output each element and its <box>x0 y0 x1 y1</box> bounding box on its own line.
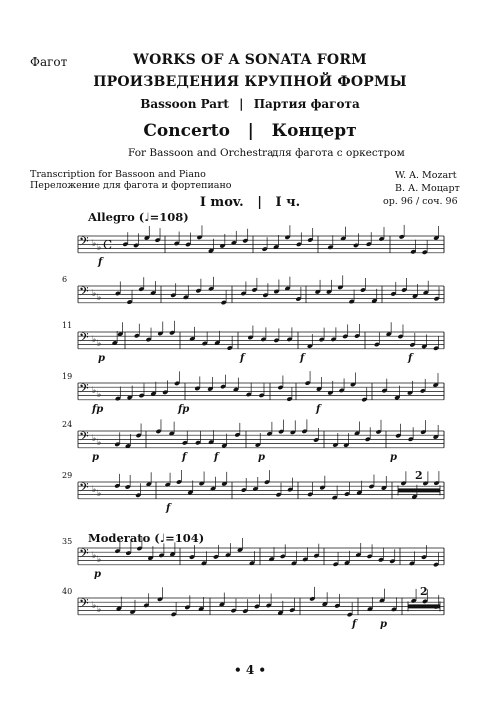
key-flat: ♭ <box>97 438 102 448</box>
piece-subtitle-en: For Bassoon and Orchestra <box>128 147 274 159</box>
piece-title: Concerto | Концерт <box>143 121 357 141</box>
dynamic-marking: f <box>408 352 413 364</box>
dynamic-marking: f <box>300 352 305 364</box>
dynamic-marking: fp <box>178 403 190 415</box>
part-heading-sep: | <box>239 97 244 111</box>
dynamic-marking: p <box>258 451 265 463</box>
multi-measure-rest-count: 2 <box>420 585 428 598</box>
measure-number: 11 <box>62 321 73 330</box>
part-heading-en: Bassoon Part <box>140 97 229 111</box>
key-flat: ♭ <box>92 434 97 444</box>
dynamic-marking: f <box>166 502 171 514</box>
dynamic-marking: f <box>352 618 357 630</box>
key-flat: ♭ <box>92 601 97 611</box>
key-flat: ♭ <box>97 390 102 400</box>
piece-subtitle-ru: для фагота с оркестром <box>272 147 405 159</box>
dynamic-marking: f <box>240 352 245 364</box>
key-flat: ♭ <box>92 386 97 396</box>
dynamic-marking: p <box>98 352 105 364</box>
composer-en: W. A. Mozart <box>395 170 457 181</box>
key-flat: ♭ <box>92 551 97 561</box>
dynamic-marking: f <box>214 451 219 463</box>
key-flat: ♭ <box>97 339 102 349</box>
bass-clef: 𝄢 <box>79 284 89 302</box>
bass-clef: 𝄢 <box>79 330 89 348</box>
collection-title-ru: ПРОИЗВЕДЕНИЯ КРУПНОЙ ФОРМЫ <box>93 74 407 90</box>
dynamic-marking: f <box>98 256 103 268</box>
time-signature: C <box>103 238 113 252</box>
bass-clef: 𝄢 <box>79 596 89 614</box>
measure-number: 40 <box>62 587 73 596</box>
key-flat: ♭ <box>92 289 97 299</box>
part-heading-ru: Партия фагота <box>253 97 360 111</box>
key-flat: ♭ <box>97 555 102 565</box>
measure-number: 24 <box>62 420 73 429</box>
bass-clef: 𝄢 <box>79 480 89 498</box>
dynamic-marking: f <box>316 403 321 415</box>
collection-title-en: WORKS OF A SONATA FORM <box>133 52 367 68</box>
tempo-marking-allegro: Allegro (♩=108) <box>88 210 189 224</box>
measure-number: 19 <box>62 372 73 381</box>
bass-clef: 𝄢 <box>79 381 89 399</box>
measure-number: 35 <box>62 537 73 546</box>
page-number: • 4 • <box>233 663 267 677</box>
measure-number: 29 <box>62 471 73 480</box>
dynamic-marking: p <box>92 451 99 463</box>
bass-clef: 𝄢 <box>79 429 89 447</box>
opus-number: op. 96 / соч. 96 <box>383 196 458 207</box>
multi-measure-rest <box>408 604 440 608</box>
key-flat: ♭ <box>92 335 97 345</box>
key-flat: ♭ <box>97 489 102 499</box>
dynamic-marking: p <box>380 618 387 630</box>
multi-measure-rest-count: 2 <box>415 469 423 482</box>
multi-measure-rest <box>398 488 440 492</box>
dynamic-marking: p <box>94 568 101 580</box>
transcription-note-en: Transcription for Bassoon and Piano <box>30 169 206 180</box>
key-flat: ♭ <box>97 605 102 615</box>
dynamic-marking: fp <box>92 403 104 415</box>
dynamic-marking: f <box>182 451 187 463</box>
bass-clef: 𝄢 <box>79 546 89 564</box>
movement-label: I mov. | I ч. <box>199 195 301 210</box>
composer-ru: В. А. Моцарт <box>395 183 460 194</box>
key-flat: ♭ <box>92 485 97 495</box>
transcription-note-ru: Переложение для фагота и фортепиано <box>30 180 232 191</box>
key-flat: ♭ <box>97 243 102 253</box>
key-flat: ♭ <box>92 239 97 249</box>
instrument-label: Фагот <box>30 55 68 69</box>
bass-clef: 𝄢 <box>79 234 89 252</box>
measure-number: 6 <box>62 275 68 284</box>
key-flat: ♭ <box>97 293 102 303</box>
dynamic-marking: p <box>390 451 397 463</box>
tempo-marking-moderato: Moderato (♩=104) <box>88 531 205 545</box>
